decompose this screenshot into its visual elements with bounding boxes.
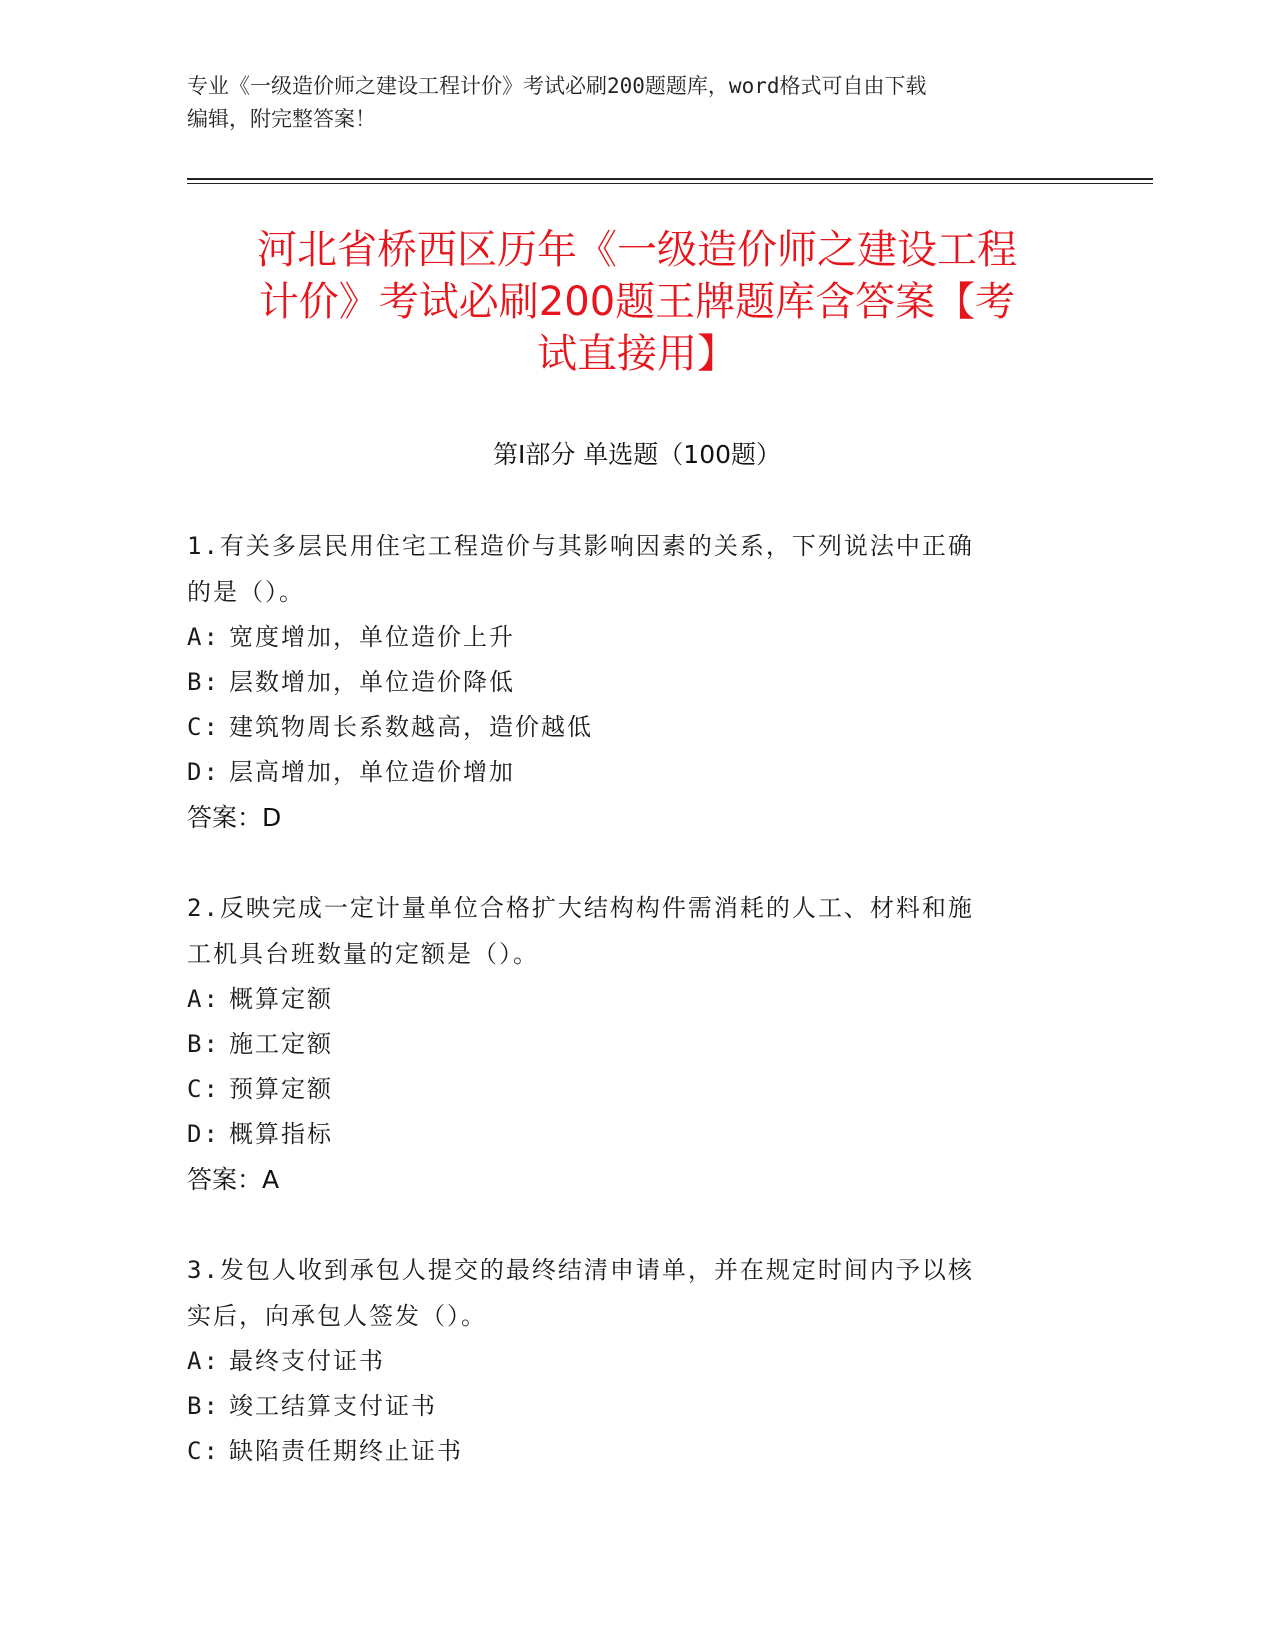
answer: 答案：D <box>187 803 282 832</box>
option-d <box>187 750 1067 795</box>
option-key: B: <box>187 668 220 696</box>
question-stem-line-2: 的是（）。 <box>187 578 305 606</box>
question-2 <box>187 885 1067 1202</box>
header-note-line-1: 专业《一级造价师之建设工程计价》考试必刷200题题库，word格式可自由下载 <box>187 74 927 98</box>
title-line-1: 河北省桥西区历年《一级造价师之建设工程 <box>257 227 1017 273</box>
document-title <box>187 224 1087 380</box>
header-divider-thin <box>187 183 1153 184</box>
question-stem-line-2: 工机具台班数量的定额是（）。 <box>187 940 539 968</box>
header-note <box>187 70 1087 136</box>
option-a <box>187 615 1067 660</box>
option-b <box>187 1384 1067 1429</box>
option-key: A: <box>187 623 220 651</box>
option-text: 概算定额 <box>229 985 333 1013</box>
title-line-3: 试直接用】 <box>537 331 737 377</box>
option-key: D: <box>187 1120 220 1148</box>
option-c <box>187 705 1067 750</box>
option-key: A: <box>187 985 220 1013</box>
question-stem-line-1: 1.有关多层民用住宅工程造价与其影响因素的关系，下列说法中正确 <box>187 532 974 560</box>
option-key: B: <box>187 1030 220 1058</box>
option-text: 预算定额 <box>229 1075 333 1103</box>
header-note-line-2: 编辑，附完整答案！ <box>187 107 376 131</box>
option-text: 竣工结算支付证书 <box>229 1392 437 1420</box>
option-text: 最终支付证书 <box>229 1347 385 1375</box>
question-spacer <box>187 1202 1067 1247</box>
question-1 <box>187 523 1067 840</box>
option-text: 概算指标 <box>229 1120 333 1148</box>
option-text: 层高增加，单位造价增加 <box>229 758 515 786</box>
option-d <box>187 1112 1067 1157</box>
section-heading: 第Ⅰ部分 单选题（100题） <box>492 440 782 469</box>
option-text: 施工定额 <box>229 1030 333 1058</box>
option-b <box>187 660 1067 705</box>
question-list <box>187 523 1067 1474</box>
option-key: A: <box>187 1347 220 1375</box>
option-c <box>187 1429 1067 1474</box>
option-key: C: <box>187 1437 220 1465</box>
question-stem-line-2: 实后，向承包人签发（）。 <box>187 1302 487 1330</box>
option-c <box>187 1067 1067 1112</box>
option-key: B: <box>187 1392 220 1420</box>
option-key: C: <box>187 1075 220 1103</box>
question-stem-line-1: 2.反映完成一定计量单位合格扩大结构构件需消耗的人工、材料和施 <box>187 894 974 922</box>
option-a <box>187 1339 1067 1384</box>
title-line-2: 计价》考试必刷200题王牌题库含答案【考 <box>258 279 1016 325</box>
option-text: 建筑物周长系数越高，造价越低 <box>229 713 593 741</box>
option-text: 缺陷责任期终止证书 <box>229 1437 463 1465</box>
header-divider-thick <box>187 178 1153 180</box>
option-key: D: <box>187 758 220 786</box>
question-spacer <box>187 840 1067 885</box>
option-text: 宽度增加，单位造价上升 <box>229 623 515 651</box>
option-b <box>187 1022 1067 1067</box>
answer: 答案：A <box>187 1165 280 1194</box>
question-stem-line-1: 3.发包人收到承包人提交的最终结清申请单，并在规定时间内予以核 <box>187 1256 974 1284</box>
option-key: C: <box>187 713 220 741</box>
question-3 <box>187 1247 1067 1474</box>
option-a <box>187 977 1067 1022</box>
option-text: 层数增加，单位造价降低 <box>229 668 515 696</box>
